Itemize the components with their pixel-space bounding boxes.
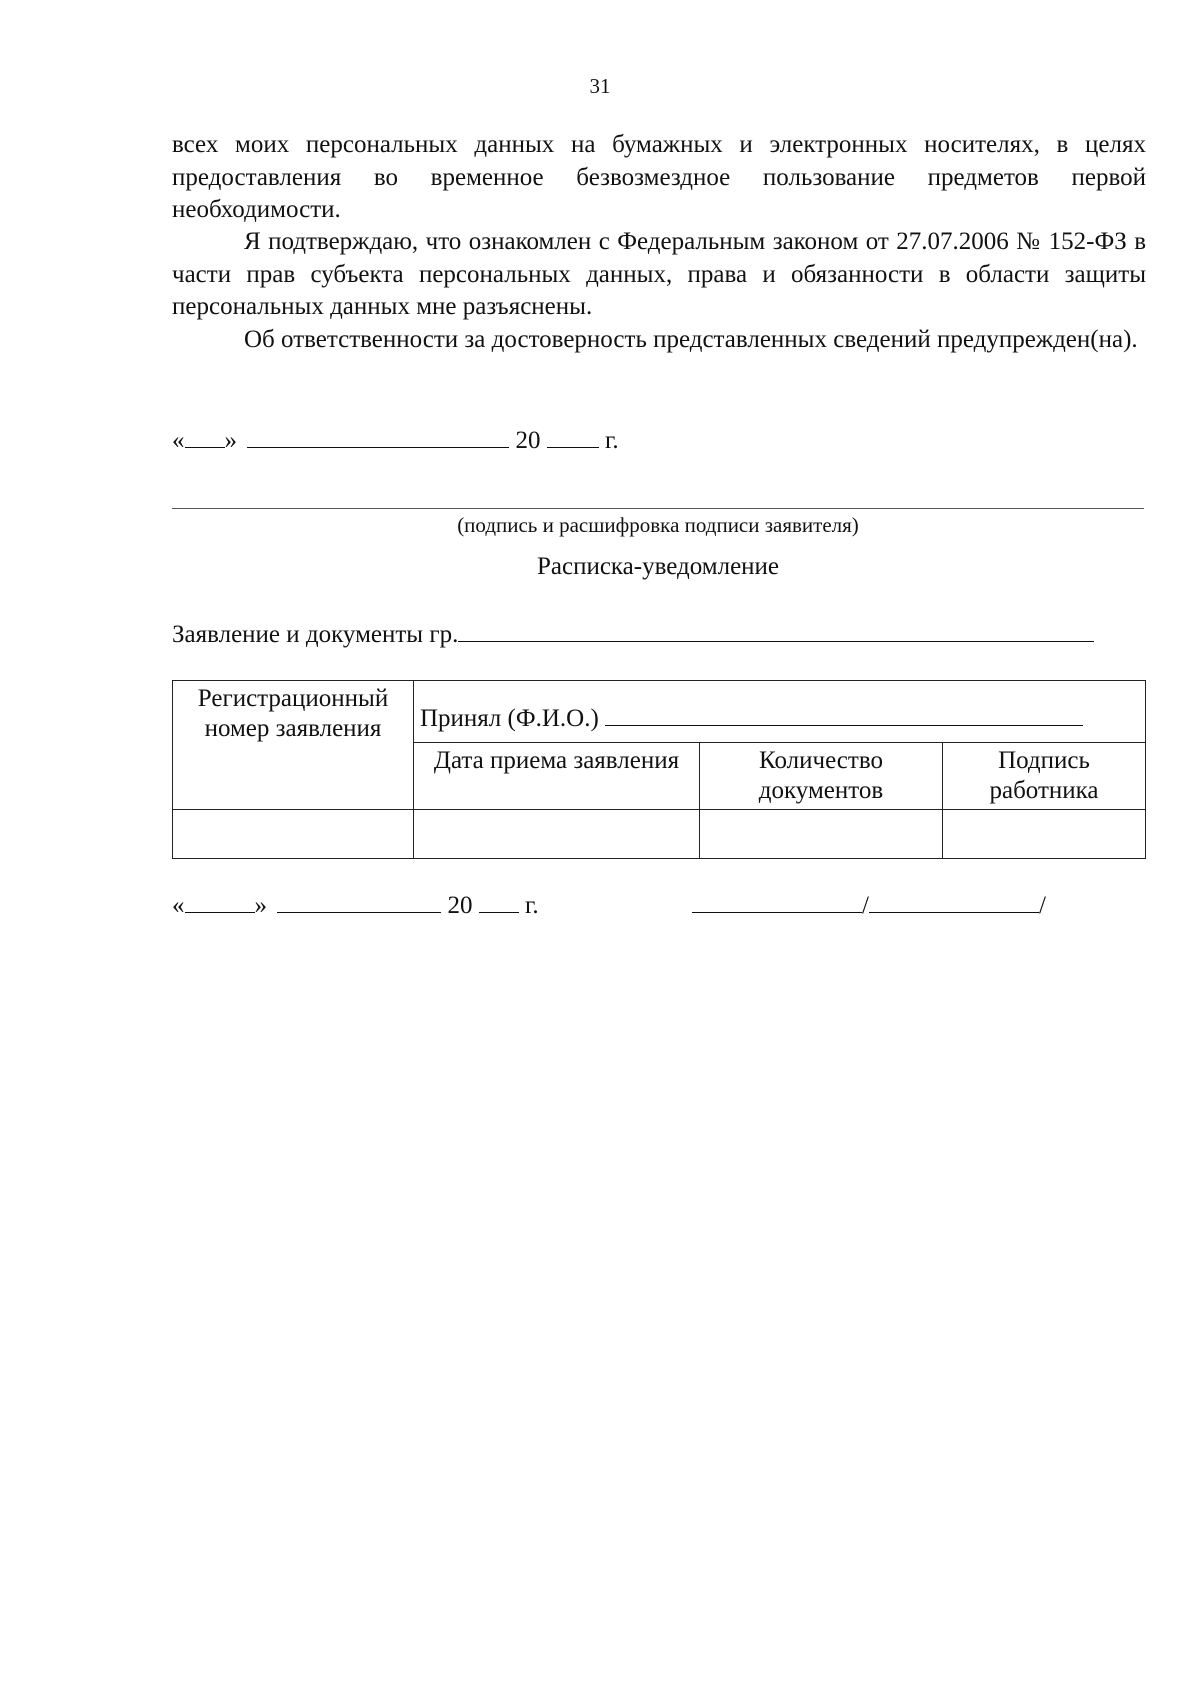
day-blank[interactable]: [185, 423, 225, 448]
receipt-title: Расписка-уведомление: [536, 553, 780, 580]
col-count-header: Количество документов: [700, 743, 943, 810]
receipt-year-blank[interactable]: [479, 888, 519, 913]
applicant-date-line: [172, 423, 619, 455]
accepted-name-blank[interactable]: [605, 701, 1083, 726]
receipt-table: [172, 680, 1146, 859]
year-prefix: 20: [515, 427, 541, 454]
accepted-label: Принял (Ф.И.О.): [420, 704, 599, 732]
accepted-by-cell: [414, 681, 1146, 743]
date-cell[interactable]: [414, 810, 700, 859]
applicant-signature-line[interactable]: [172, 508, 1144, 509]
docs-label: Заявление и документы гр.: [172, 621, 459, 648]
month-blank[interactable]: [247, 423, 509, 448]
reg-number-header: Регистрационный номер заявления: [173, 681, 414, 810]
applicant-name-blank[interactable]: [458, 617, 1094, 642]
worker-signature-blank[interactable]: [692, 888, 862, 913]
worker-name-blank[interactable]: [869, 888, 1039, 913]
signature-separator-1: /: [862, 892, 869, 919]
year-blank[interactable]: [547, 423, 599, 448]
date-open-quote: «: [172, 427, 185, 454]
paragraph-consent-continuation: всех моих персональных данных на бумажных и электронных носителях, в целях предоставления во временное безвозмездное пользование предметов первой необходимости.: [172, 131, 1146, 223]
date-close-quote: »: [224, 427, 237, 454]
receipt-day-blank[interactable]: [185, 888, 255, 913]
receipt-date-open-quote: «: [172, 892, 185, 919]
signature-separator-2: /: [1038, 892, 1046, 919]
signature-cell[interactable]: [943, 810, 1146, 859]
receipt-year-suffix: г.: [525, 892, 539, 919]
count-cell[interactable]: [700, 810, 943, 859]
receipt-date-line: [172, 888, 539, 920]
paragraph-law-acknowledgement: Я подтверждаю, что ознакомлен с Федеральным законом от 27.07.2006 № 152-ФЗ в части прав субъекта персональных данных, права и обязанности в области защиты персональных данных мне разъяснены.: [172, 228, 1146, 320]
docs-line: [172, 617, 1094, 649]
receipt-year-prefix: 20: [447, 892, 473, 919]
page-number: 31: [589, 74, 611, 98]
receipt-date-close-quote: »: [254, 892, 267, 919]
paragraph-responsibility-warning: Об ответственности за достоверность представленных сведений предупрежден(на).: [244, 326, 1138, 353]
col-date-header: Дата приема заявления: [414, 743, 700, 810]
signature-caption: (подпись и расшифровка подписи заявителя): [457, 513, 859, 537]
worker-signature-line: [692, 888, 1046, 920]
col-signature-header: Подпись работника: [943, 743, 1146, 810]
receipt-month-blank[interactable]: [277, 888, 441, 913]
year-suffix: г.: [605, 427, 619, 454]
reg-number-cell[interactable]: [173, 810, 414, 859]
